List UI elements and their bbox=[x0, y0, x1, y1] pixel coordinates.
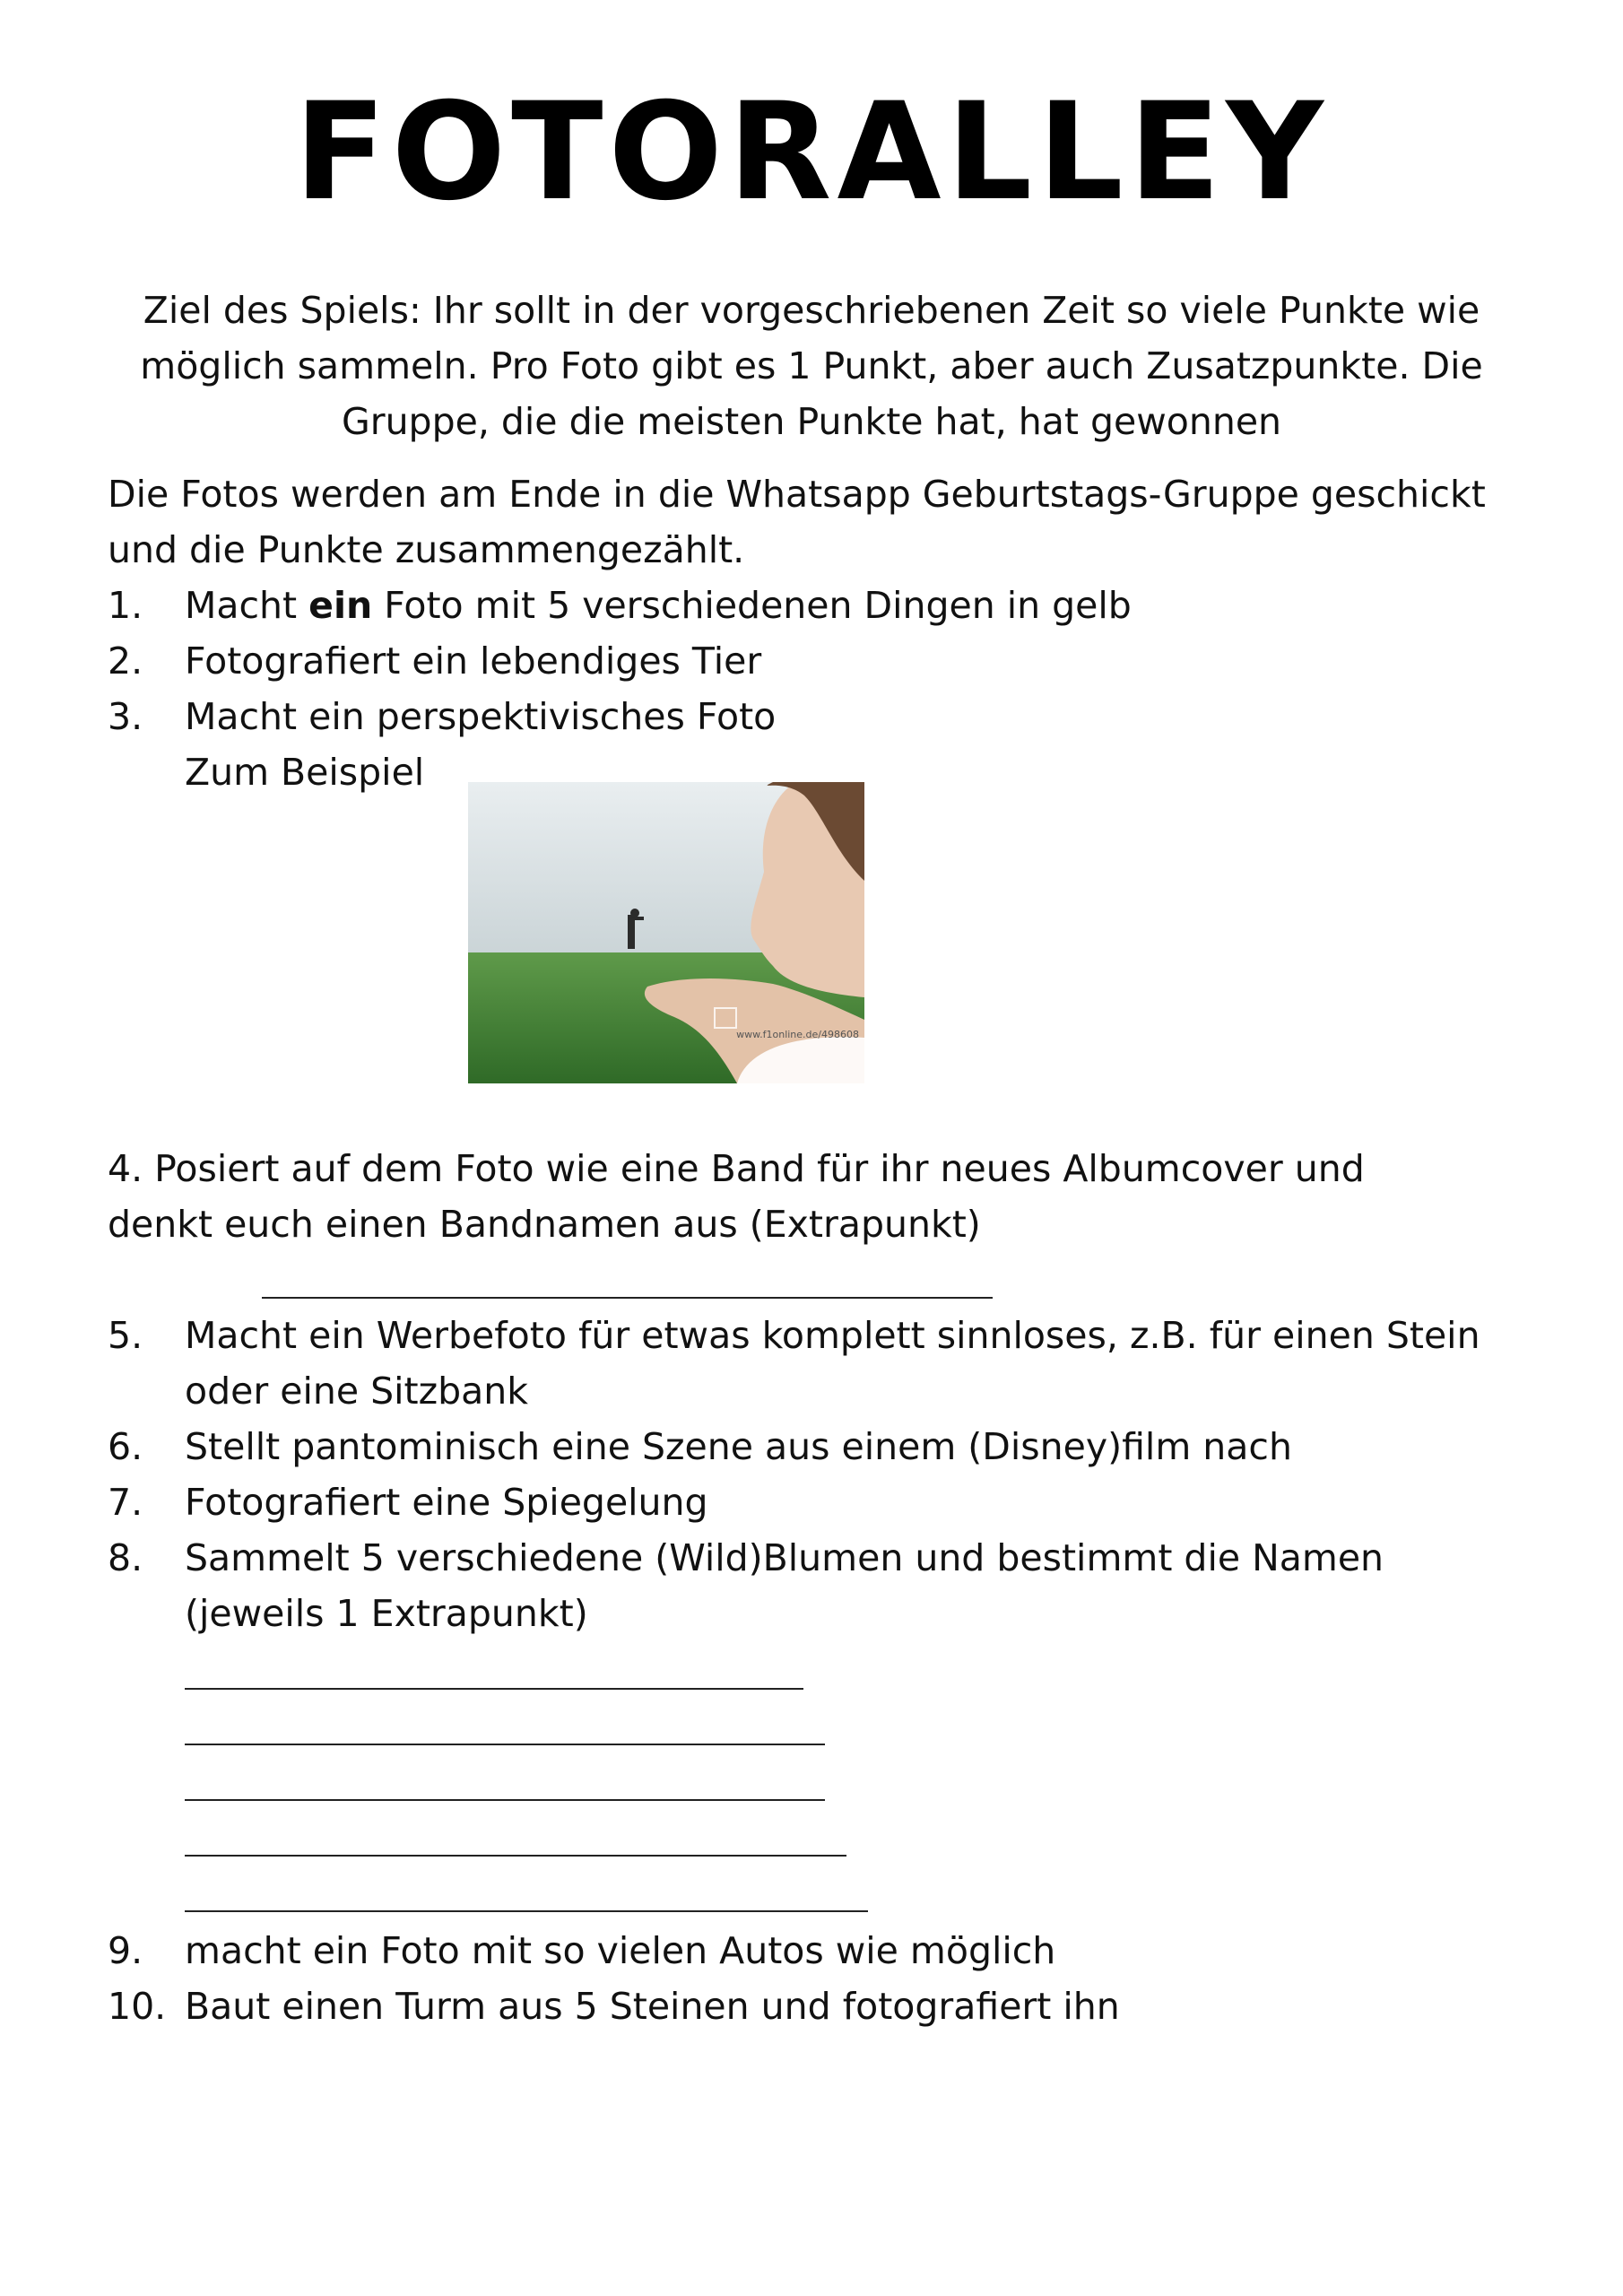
flower-answer-line-5 bbox=[185, 1910, 868, 1912]
flower-answer-line-4 bbox=[185, 1855, 846, 1857]
item-2-number: 2. bbox=[108, 639, 143, 683]
item-6-number: 6. bbox=[108, 1425, 143, 1468]
item-9-number: 9. bbox=[108, 1929, 143, 1972]
item-4-text-line-2: denkt euch einen Bandnamen aus (Extrapunkt) bbox=[108, 1203, 981, 1246]
item-7-number: 7. bbox=[108, 1481, 143, 1524]
item-4-text-line-1: 4. Posiert auf dem Foto wie eine Band für ihr neues Albumcover und bbox=[108, 1147, 1365, 1190]
flower-answer-line-1 bbox=[185, 1688, 803, 1690]
item-3-example-label: Zum Beispiel bbox=[185, 751, 425, 794]
page-title: FOTORALLEY bbox=[294, 74, 1329, 230]
item-1-number: 1. bbox=[108, 584, 143, 627]
item-3-text: Macht ein perspektivisches Foto bbox=[185, 695, 777, 738]
item-10-text: Baut einen Turm aus 5 Steinen und fotografiert ihn bbox=[185, 1985, 1120, 2028]
item-7-text: Fotografiert eine Spiegelung bbox=[185, 1481, 708, 1524]
item-5-number: 5. bbox=[108, 1314, 143, 1357]
item-6-text: Stellt pantominisch eine Szene aus einem (Disney)film nach bbox=[185, 1425, 1292, 1468]
item-10-number: 10. bbox=[108, 1985, 167, 2028]
flower-answer-line-3 bbox=[185, 1799, 825, 1801]
flower-answer-line-2 bbox=[185, 1744, 825, 1745]
item-2-text: Fotografiert ein lebendiges Tier bbox=[185, 639, 762, 683]
item-5-text: Macht ein Werbefoto für etwas komplett sinnloses, z.B. für einen Stein bbox=[185, 1314, 1480, 1357]
band-name-answer-line bbox=[262, 1297, 993, 1299]
item-8-number: 8. bbox=[108, 1536, 143, 1579]
item-8-text: Sammelt 5 verschiedene (Wild)Blumen und bestimmt die Namen bbox=[185, 1536, 1384, 1579]
item-9-text: macht ein Foto mit so vielen Autos wie möglich bbox=[185, 1929, 1056, 1972]
perspective-example-photo bbox=[468, 782, 864, 1083]
instructions-line-2: und die Punkte zusammengezählt. bbox=[108, 528, 745, 571]
item-5-text-continued: oder eine Sitzbank bbox=[185, 1370, 528, 1413]
photo-watermark: www.f1online.de/498608 bbox=[736, 1029, 859, 1040]
item-8-text-continued: (jeweils 1 Extrapunkt) bbox=[185, 1592, 588, 1635]
item-1-text: Macht ein Foto mit 5 verschiedenen Dingen in gelb bbox=[185, 584, 1132, 627]
item-3-number: 3. bbox=[108, 695, 143, 738]
instructions-line-1: Die Fotos werden am Ende in die Whatsapp Geburtstags-Gruppe geschickt bbox=[108, 473, 1486, 516]
game-goal-paragraph: Ziel des Spiels: Ihr sollt in der vorgeschriebenen Zeit so viele Punkte wie möglich sammeln. Pro Foto gibt es 1 Punkt, aber auch Zusatzpunkte. Die Gruppe, die die meisten Punkte hat, hat gewonnen bbox=[140, 289, 1483, 443]
